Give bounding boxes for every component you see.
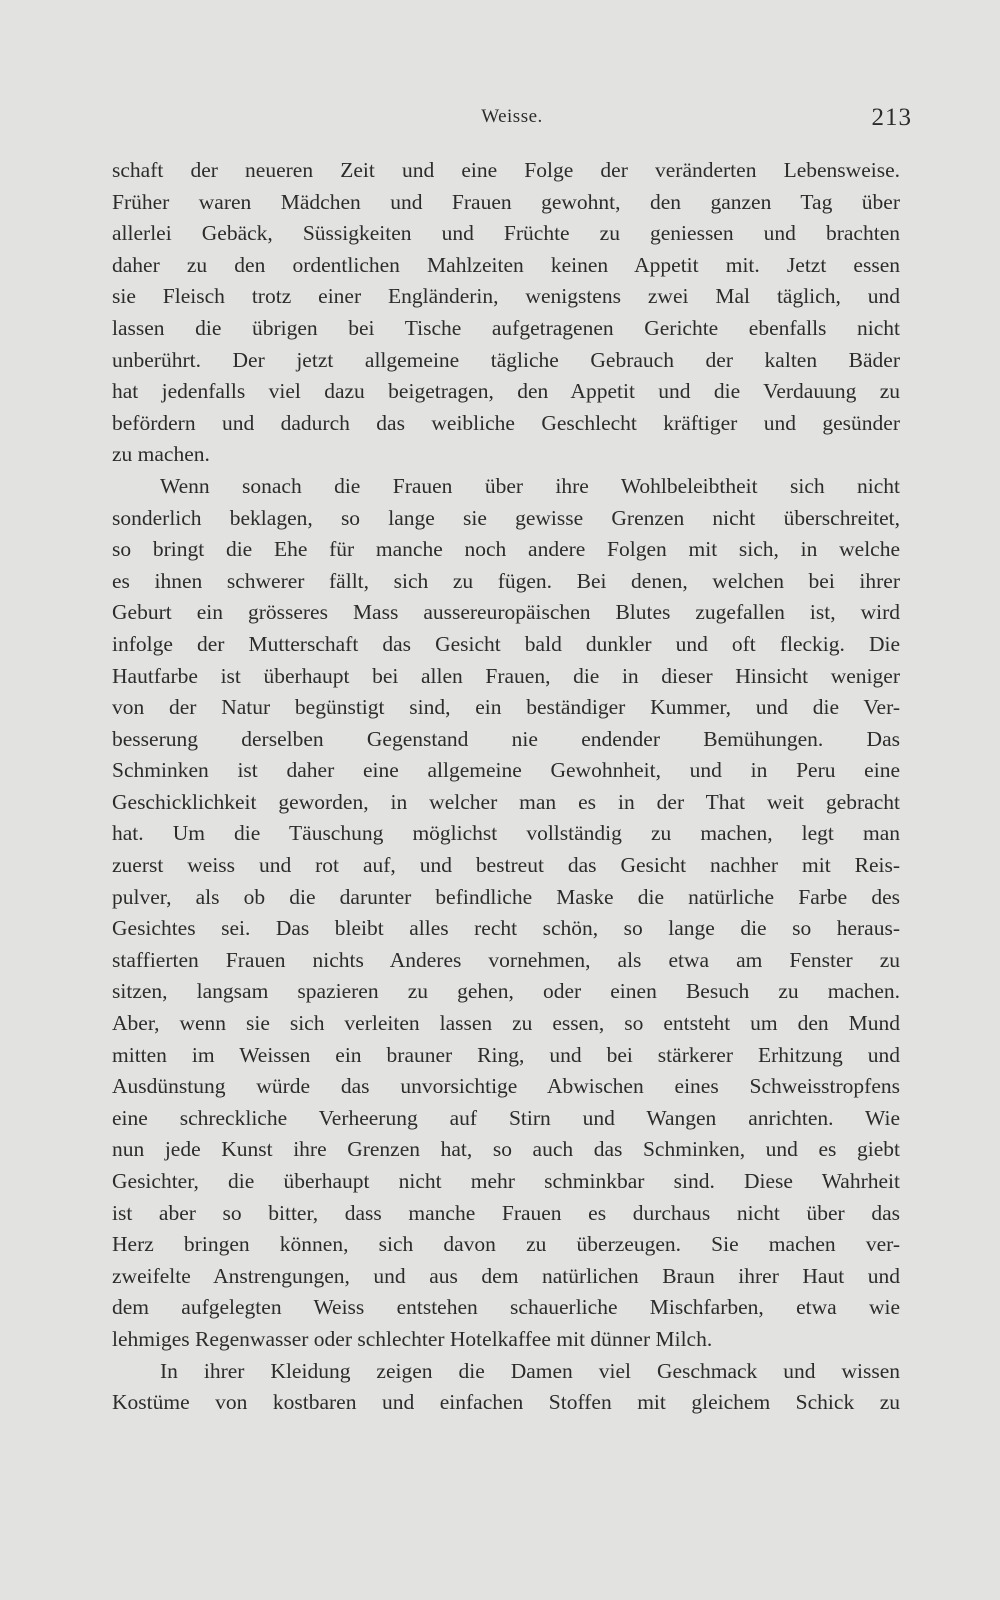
text-line: unberührt. Der jetzt allgemeine tägliche Gebrauch der kalten Bäder <box>112 347 900 372</box>
text-line: hat jedenfalls viel dazu beigetragen, den Appetit und die Verdauung zu <box>112 379 900 404</box>
text-line: Früher waren Mädchen und Frauen gewohnt, den ganzen Tag über <box>112 189 900 214</box>
text-line: mitten im Weissen ein brauner Ring, und bei stärkerer Erhitzung und <box>112 1042 900 1067</box>
text-line: dem aufgelegten Weiss entstehen schauerliche Mischfarben, etwa wie <box>112 1295 900 1320</box>
text-line: Kostüme von kostbaren und einfachen Stoffen mit gleichem Schick zu <box>112 1390 900 1415</box>
text-line: sonderlich beklagen, so lange sie gewisse Grenzen nicht überschreitet, <box>112 505 900 530</box>
text-line: besserung derselben Gegenstand nie endender Bemühungen. Das <box>112 726 900 751</box>
text-line: eine schreckliche Verheerung auf Stirn und Wangen anrichten. Wie <box>112 1105 900 1130</box>
text-line: daher zu den ordentlichen Mahlzeiten keinen Appetit mit. Jetzt essen <box>112 252 900 277</box>
text-line: sie Fleisch trotz einer Engländerin, wenigstens zwei Mal täglich, und <box>112 284 900 309</box>
text-line: Geburt ein grösseres Mass aussereuropäischen Blutes zugefallen ist, wird <box>112 600 900 625</box>
text-line: schaft der neueren Zeit und eine Folge der veränderten Lebensweise. <box>112 158 900 182</box>
text-line: zu machen. <box>112 442 210 467</box>
text-line: befördern und dadurch das weibliche Geschlecht kräftiger und gesünder <box>112 410 900 435</box>
running-title: Weisse. <box>481 106 543 127</box>
text-line: Gesichter, die überhaupt nicht mehr schminkbar sind. Diese Wahrheit <box>112 1169 900 1193</box>
text-line: nun jede Kunst ihre Grenzen hat, so auch das Schminken, und es giebt <box>112 1137 900 1162</box>
text-line: Aber, wenn sie sich verleiten lassen zu essen, so entsteht um den Mund <box>112 1011 900 1036</box>
text-line: so bringt die Ehe für manche noch andere Folgen mit sich, in welche <box>112 537 900 562</box>
text-line: allerlei Gebäck, Süssigkeiten und Früchte zu geniessen und brachten <box>112 221 900 246</box>
text-line: Ausdünstung würde das unvorsichtige Abwischen eines Schweisstropfens <box>112 1074 900 1099</box>
text-line: Herz bringen können, sich davon zu überzeugen. Sie machen ver- <box>112 1232 900 1257</box>
text-line: zweifelte Anstrengungen, und aus dem natürlichen Braun ihrer Haut und <box>112 1263 900 1288</box>
text-line: Wenn sonach die Frauen über ihre Wohlbeleibtheit sich nicht <box>160 473 900 498</box>
body-text <box>112 155 900 1419</box>
text-line: lassen die übrigen bei Tische aufgetragenen Gerichte ebenfalls nicht <box>112 315 900 340</box>
running-head <box>112 100 912 140</box>
text-line: von der Natur begünstigt sind, ein beständiger Kummer, und die Ver- <box>112 695 900 720</box>
page-number: 213 <box>871 104 912 131</box>
text-line: Hautfarbe ist überhaupt bei allen Frauen, die in dieser Hinsicht weniger <box>112 663 900 688</box>
text-line: sitzen, langsam spazieren zu gehen, oder einen Besuch zu machen. <box>112 979 900 1004</box>
text-line: es ihnen schwerer fällt, sich zu fügen. Bei denen, welchen bei ihrer <box>112 568 900 593</box>
text-line: hat. Um die Täuschung möglichst vollständig zu machen, legt man <box>112 821 900 846</box>
text-line: ist aber so bitter, dass manche Frauen es durchaus nicht über das <box>112 1200 900 1225</box>
text-line: zuerst weiss und rot auf, und bestreut das Gesicht nachher mit Reis- <box>112 853 900 878</box>
text-line: pulver, als ob die darunter befindliche Maske die natürliche Farbe des <box>112 884 900 909</box>
text-line: Geschicklichkeit geworden, in welcher man es in der That weit gebracht <box>112 789 900 814</box>
text-line: Gesichtes sei. Das bleibt alles recht schön, so lange die so heraus- <box>112 916 900 941</box>
text-line: Schminken ist daher eine allgemeine Gewohnheit, und in Peru eine <box>112 758 900 783</box>
text-line: In ihrer Kleidung zeigen die Damen viel Geschmack und wissen <box>160 1358 900 1383</box>
text-line: lehmiges Regenwasser oder schlechter Hotelkaffee mit dünner Milch. <box>112 1326 713 1351</box>
text-line: infolge der Mutterschaft das Gesicht bald dunkler und oft fleckig. Die <box>112 631 900 656</box>
text-line: staffierten Frauen nichts Anderes vornehmen, als etwa am Fenster zu <box>112 947 900 972</box>
